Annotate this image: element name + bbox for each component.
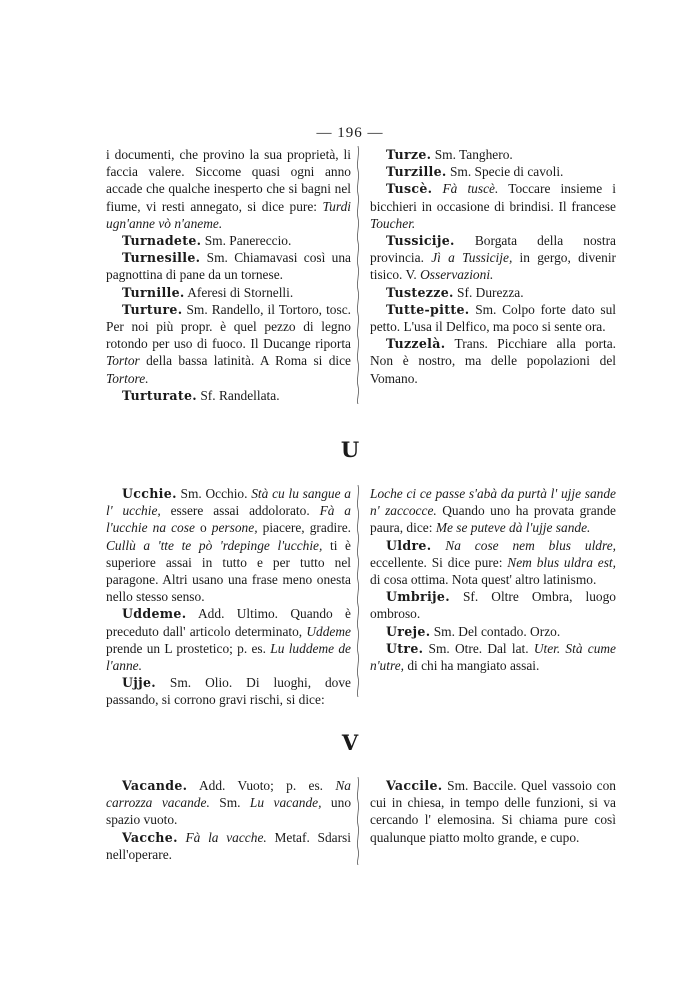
- section-t-left-column: [106, 146, 351, 404]
- section-letter-v: V: [341, 730, 359, 755]
- entry-turzille: Turzille. Sm. Specie di cavoli.: [386, 164, 564, 180]
- column-divider: [355, 777, 361, 865]
- entry-turnesille: Turnesille. Sm. Chiamavasi così una pagnottina di pane da un tornese.: [106, 250, 351, 283]
- entry-turture: Turture. Sm. Randello, il Tortoro, tosc. Per noi più propr. è quel pezzo di legno rotondo per uso di fuoco. Il Ducange riporta Tortor della bassa latinità. A Roma si dice Tortore.: [106, 301, 351, 386]
- entry-tusce: Tuscè. Fà tuscè. Toccare insieme i bicchieri in occasione di brindisi. Il francese Toucher.: [370, 181, 617, 231]
- section-v-right-column: [370, 777, 616, 846]
- section-u-left-column: [106, 485, 351, 709]
- entry-uddeme: Uddeme. Add. Ultimo. Quando è preceduto dall' articolo determinato, Uddeme prende un L prostetico; p. es. Lu luddeme de l'anne.: [106, 606, 351, 674]
- entry-continuation: i documenti, che provino la sua proprietà, li faccia valere. Siccome quasi ogni anno accade che qualche inesperto che si bagni nel fiume, vi resti annegato, si dice pure: Turdi ugn'anne vò n'aneme.: [106, 147, 351, 231]
- entry-turze: Turze. Sm. Tanghero.: [386, 147, 513, 162]
- section-t-right-column: [370, 146, 616, 387]
- column-divider: [355, 485, 361, 697]
- section-u-right-column: [370, 485, 616, 674]
- entry-turturate: Turturate. Sf. Randellata.: [122, 387, 280, 403]
- entry-tussicije: Tussicije. Borgata della nostra provincia. Jì a Tussicije, in gergo, divenir tisico. V. Osservazioni.: [370, 233, 617, 283]
- entry-tutte-pitte: Tutte-pitte. Sm. Colpo forte dato sul petto. L'usa il Delfico, ma poco si sente ora.: [370, 301, 616, 335]
- entry-utre: Utre. Sm. Otre. Dal lat. Uter. Stà cume n'utre, di chi ha mangiato assai.: [370, 640, 617, 674]
- entry-vacande: Vacande. Add. Vuoto; p. es. Na carrozza vacande. Sm. Lu vacande, uno spazio vuoto.: [106, 778, 352, 828]
- entry-tustezze: Tustezze. Sf. Durezza.: [386, 284, 524, 300]
- entry-ucchie: Ucchie. Sm. Occhio. Stà cu lu sangue a l' ucchie, essere assai addolorato. Fà a l'ucchie na cose o persone, piacere, gradire. Cullù a 'tte te pò 'rdepinge l'ucchie, ti è superiore assai in tutto e per tutto nel paragone. Altri usano una frase meno onesta nello stesso senso.: [106, 486, 352, 605]
- section-letter-u: U: [340, 437, 360, 462]
- entry-ureje: Ureje. Sm. Del contado. Orzo.: [386, 623, 561, 639]
- section-v-left-column: [106, 777, 351, 863]
- entry-tuzzela: Tuzzelà. Trans. Picchiare alla porta. Non è nostro, ma delle popolazioni del Vomano.: [370, 336, 616, 386]
- entry-turnille: Turnille. Aferesi di Stornelli.: [122, 284, 294, 300]
- entry-vacche: Vacche. Fà la vacche. Metaf. Sdarsi nell'operare.: [106, 829, 351, 862]
- entry-continuation: Loche ci ce passe s'abà da purtà l' ujje sande n' zaccocce. Quando uno ha provata grande paura, dice: Me se puteve dà l'ujje sande.: [370, 486, 616, 536]
- entry-vaccile: Vaccile. Sm. Baccile. Quel vassoio con cui in chiesa, in tempo delle funzioni, si va cercando l' elemosina. Si chiama pure così qualunque piatto molto grande, e cupo.: [370, 778, 616, 845]
- page-number: — 196 —: [316, 125, 384, 141]
- entry-uldre: Uldre. Na cose nem blus uldre, eccellente. Si dice pure: Nem blus uldra est, di cosa ottima. Nota quest' altro latinismo.: [370, 537, 616, 588]
- entry-turnadete: Turnadete. Sm. Panereccio.: [122, 233, 292, 249]
- column-divider: [355, 146, 361, 404]
- entry-umbrije: Umbrije. Sf. Oltre Ombra, luogo ombroso.: [370, 589, 616, 622]
- entry-ujje: Ujje. Sm. Olio. Di luoghi, dove passando, si corrono gravi rischi, si dice:: [106, 675, 351, 708]
